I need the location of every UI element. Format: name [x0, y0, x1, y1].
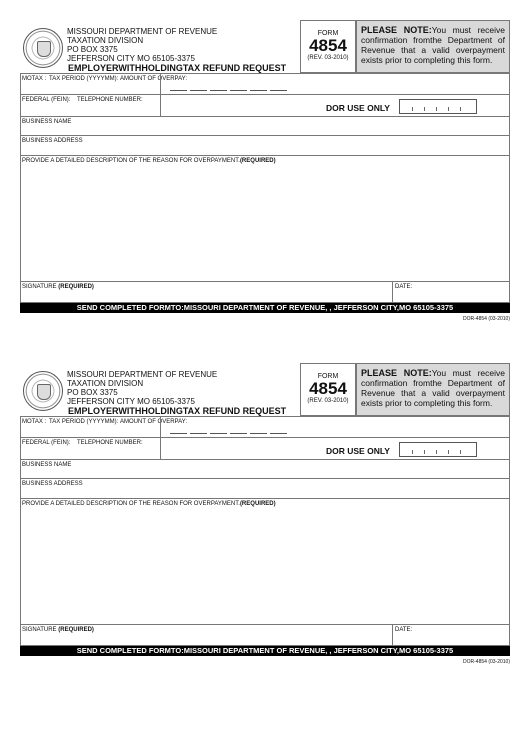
business-name-label: BUSINESS NAME — [22, 119, 72, 125]
tax-period-label: TAX PERIOD (YYYYMM): — [49, 76, 119, 82]
refund-form-bottom — [20, 363, 510, 663]
dor-use-label: DOR USE ONLY — [326, 103, 390, 113]
tax-info-row — [20, 416, 510, 437]
required-tag: (REQUIRED) — [58, 284, 94, 290]
telephone-label: TELEPHONE NUMBER: — [77, 440, 143, 446]
agency-address — [67, 27, 217, 63]
required-tag: (REQUIRED) — [58, 627, 94, 633]
send-to-bar: SEND COMPLETED FORMTO:MISSOURI DEPARTMENT OF REVENUE, , JEFFERSON CITY,MO 65105-3375 — [20, 303, 510, 313]
form-number-box — [300, 20, 356, 73]
note-text: You must receive confirmation fromthe Department of Revenue that a valid overpayment exists prior to completing this form. — [361, 25, 506, 65]
form-title: EMPLOYERWITHHOLDINGTAX REFUND REQUEST — [68, 63, 287, 73]
form-label: FORM — [317, 30, 339, 37]
divider — [392, 282, 393, 304]
form-label: FORM — [317, 373, 339, 380]
tax-info-row — [20, 73, 510, 94]
business-address-row[interactable] — [20, 135, 510, 155]
note-heading: PLEASE NOTE: — [361, 25, 432, 35]
amount-input[interactable] — [170, 433, 287, 434]
agency-address — [67, 370, 217, 406]
signature-text: SIGNATURE — [22, 284, 57, 290]
agency-division: TAXATION DIVISION — [67, 379, 144, 388]
form-header — [20, 363, 510, 416]
dor-use-label: DOR USE ONLY — [326, 446, 390, 456]
form-header — [20, 20, 510, 73]
agency-division: TAXATION DIVISION — [67, 36, 144, 45]
agency-name: MISSOURI DEPARTMENT OF REVENUE — [67, 370, 218, 379]
business-name-row[interactable] — [20, 116, 510, 135]
description-label — [22, 501, 276, 507]
refund-form-top — [20, 20, 510, 320]
business-address-row[interactable] — [20, 478, 510, 498]
state-seal-icon — [23, 28, 63, 68]
amount-overpay-label: AMOUNT OF OVERPAY: — [120, 76, 188, 82]
required-tag: (REQUIRED) — [239, 501, 276, 507]
form-revision: (REV. 03-2010) — [307, 55, 349, 61]
amount-overpay-label: AMOUNT OF OVERPAY: — [120, 419, 188, 425]
note-heading: PLEASE NOTE: — [361, 368, 432, 378]
form-number-box — [300, 363, 356, 416]
date-label: DATE: — [395, 284, 413, 290]
form-title: EMPLOYERWITHHOLDINGTAX REFUND REQUEST — [68, 406, 287, 416]
tax-period-label: TAX PERIOD (YYYYMM): — [49, 419, 119, 425]
agency-city: JEFFERSON CITY MO 65105-3375 — [67, 54, 195, 63]
business-address-label: BUSINESS ADDRESS — [22, 138, 83, 144]
description-area[interactable] — [20, 498, 510, 624]
form-number: 4854 — [309, 379, 347, 398]
fein-row — [20, 437, 510, 459]
description-text: PROVIDE A DETAILED DESCRIPTION OF THE REASON FOR OVERPAYMENT. — [22, 158, 240, 164]
form-code: DOR-4854 (03-2010) — [463, 316, 510, 322]
amount-input[interactable] — [170, 90, 287, 91]
divider — [160, 438, 161, 460]
please-note-box — [356, 363, 510, 416]
description-area[interactable] — [20, 155, 510, 281]
divider — [160, 95, 161, 117]
motax-label: MOTAX : — [22, 76, 47, 82]
signature-label — [22, 284, 94, 290]
motax-label: MOTAX : — [22, 419, 47, 425]
telephone-label: TELEPHONE NUMBER: — [77, 97, 143, 103]
signature-row — [20, 624, 510, 646]
form-code: DOR-4854 (03-2010) — [463, 659, 510, 665]
send-to-bar: SEND COMPLETED FORMTO:MISSOURI DEPARTMENT OF REVENUE, , JEFFERSON CITY,MO 65105-3375 — [20, 646, 510, 656]
agency-city: JEFFERSON CITY MO 65105-3375 — [67, 397, 195, 406]
dor-use-box[interactable] — [399, 99, 477, 114]
signature-row — [20, 281, 510, 303]
note-text: You must receive confirmation fromthe Department of Revenue that a valid overpayment exists prior to completing this form. — [361, 368, 506, 408]
form-number: 4854 — [309, 36, 347, 55]
agency-name: MISSOURI DEPARTMENT OF REVENUE — [67, 27, 218, 36]
business-name-label: BUSINESS NAME — [22, 462, 72, 468]
business-name-row[interactable] — [20, 459, 510, 478]
agency-po-box: PO BOX 3375 — [67, 45, 118, 54]
fein-row — [20, 94, 510, 116]
date-label: DATE: — [395, 627, 413, 633]
description-text: PROVIDE A DETAILED DESCRIPTION OF THE REASON FOR OVERPAYMENT. — [22, 501, 240, 507]
divider — [160, 74, 161, 95]
agency-po-box: PO BOX 3375 — [67, 388, 118, 397]
form-revision: (REV. 03-2010) — [307, 398, 349, 404]
signature-text: SIGNATURE — [22, 627, 57, 633]
divider — [392, 625, 393, 647]
divider — [160, 417, 161, 438]
fein-label: FEDERAL (FEIN): — [22, 97, 71, 103]
description-label — [22, 158, 276, 164]
please-note-box — [356, 20, 510, 73]
state-seal-icon — [23, 371, 63, 411]
signature-label — [22, 627, 94, 633]
business-address-label: BUSINESS ADDRESS — [22, 481, 83, 487]
fein-label: FEDERAL (FEIN): — [22, 440, 71, 446]
dor-use-box[interactable] — [399, 442, 477, 457]
required-tag: (REQUIRED) — [239, 158, 276, 164]
